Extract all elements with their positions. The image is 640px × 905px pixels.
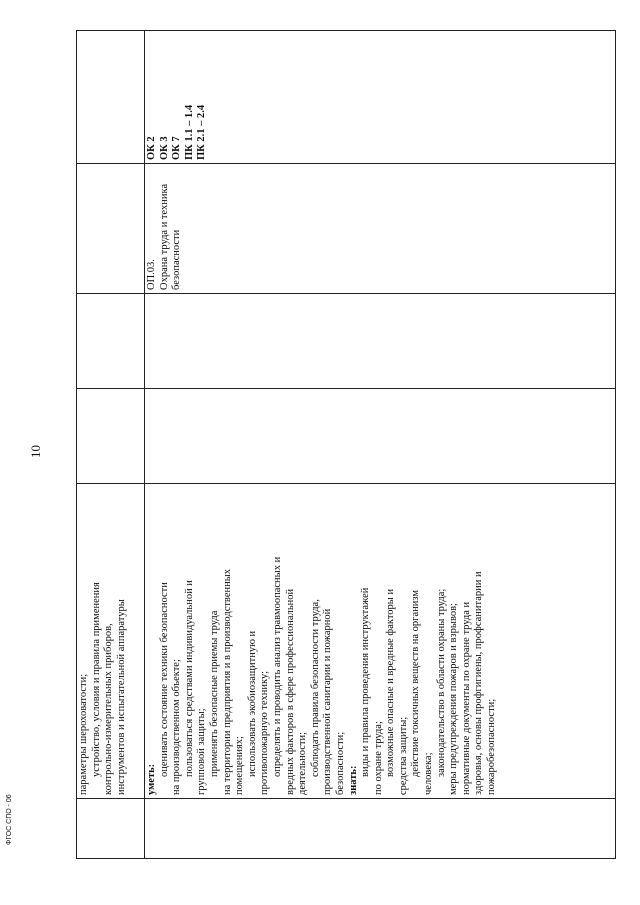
content-line: определять и проводить анализ травмоопасных и: [271, 556, 283, 777]
content-line: человека;: [423, 752, 435, 795]
table-cell-col1: [77, 799, 145, 859]
table-cell-col1: [145, 799, 616, 859]
content-line: возможные опасные и вредные факторы и: [385, 588, 397, 777]
competency-code: ОК 7: [171, 136, 183, 160]
content-line: вредных факторов в сфере профессиональной: [284, 588, 296, 795]
content-line: применять безопасные приемы труда: [208, 610, 220, 777]
content-line: использовать экобиозащитную и: [246, 630, 258, 777]
content-line: устройство, условия и правила применения: [90, 582, 102, 777]
table-cell-col3: [145, 389, 616, 484]
content-line: здоровья, основы профгигиены, профсанитарии и: [473, 571, 485, 795]
content-line: на производственном объекте;: [171, 659, 183, 795]
content-line: контрольно-измерительных приборов,: [103, 623, 115, 795]
content-line: безопасности;: [334, 731, 346, 795]
curriculum-table: [76, 30, 616, 859]
discipline-code: ОП.03.: [146, 259, 157, 290]
table-cell-col4: [77, 294, 145, 389]
umet-label: уметь:: [146, 763, 157, 795]
content-line: на территории предприятия и в производственных: [221, 568, 233, 795]
content-line: противопожарную технику;: [259, 670, 271, 795]
content-line: деятельности;: [297, 731, 309, 795]
content-line: меры предупреждения пожаров и взрывов;: [448, 603, 460, 795]
table-row: [77, 31, 145, 859]
competency-code: ПК 1.1 – 1.4: [183, 104, 195, 160]
content-line: действие токсичных веществ на организм: [410, 589, 422, 777]
content-line: инструментов и испытательной аппаратуры: [115, 599, 127, 795]
content-line: средства защиты;: [397, 716, 409, 795]
content-line: параметры шероховатости;: [78, 673, 89, 795]
znat-label: знать:: [347, 765, 359, 795]
competency-code: ОК 2: [146, 136, 157, 160]
content-line: пожаробезопасности;: [486, 698, 498, 795]
content-line: пользоваться средствами индивидуальной и: [183, 580, 195, 777]
content-line: законодательство в области охраны труда;: [435, 588, 447, 777]
content-line: соблюдать правила безопасности труда,: [309, 599, 321, 777]
competency-code: ПК 2.1 – 2.4: [196, 104, 208, 160]
content-line: по охране труда;: [372, 721, 384, 795]
table-cell-col5: [77, 164, 145, 294]
content-line: виды и правила проведения инструктажей: [360, 587, 372, 777]
footer-code: ФГОС СПО - 06: [6, 794, 13, 845]
table-cell-col3: [77, 389, 145, 484]
table-cell-col6: [77, 31, 145, 164]
table-cell-col4: [145, 294, 616, 389]
content-line: оценивать состояние техники безопасности: [158, 582, 170, 777]
discipline-title: Охрана труда и техника безопасности: [158, 183, 183, 290]
table-row: [145, 31, 616, 859]
content-line: производственной санитарии и пожарной: [322, 608, 334, 795]
content-line: нормативные документы по охране труда и: [460, 601, 472, 795]
table-cell-content-top: [77, 484, 145, 799]
content-line: помещениях;: [234, 736, 246, 795]
content-line: групповой защиты;: [196, 708, 208, 795]
page-number: 10: [28, 445, 43, 458]
table-cell-content-main: [145, 484, 616, 799]
table-cell-competencies: [145, 31, 616, 164]
rotated-table-page: [76, 31, 616, 859]
competency-code: ОК 3: [158, 136, 170, 160]
table-cell-discipline: [145, 164, 616, 294]
